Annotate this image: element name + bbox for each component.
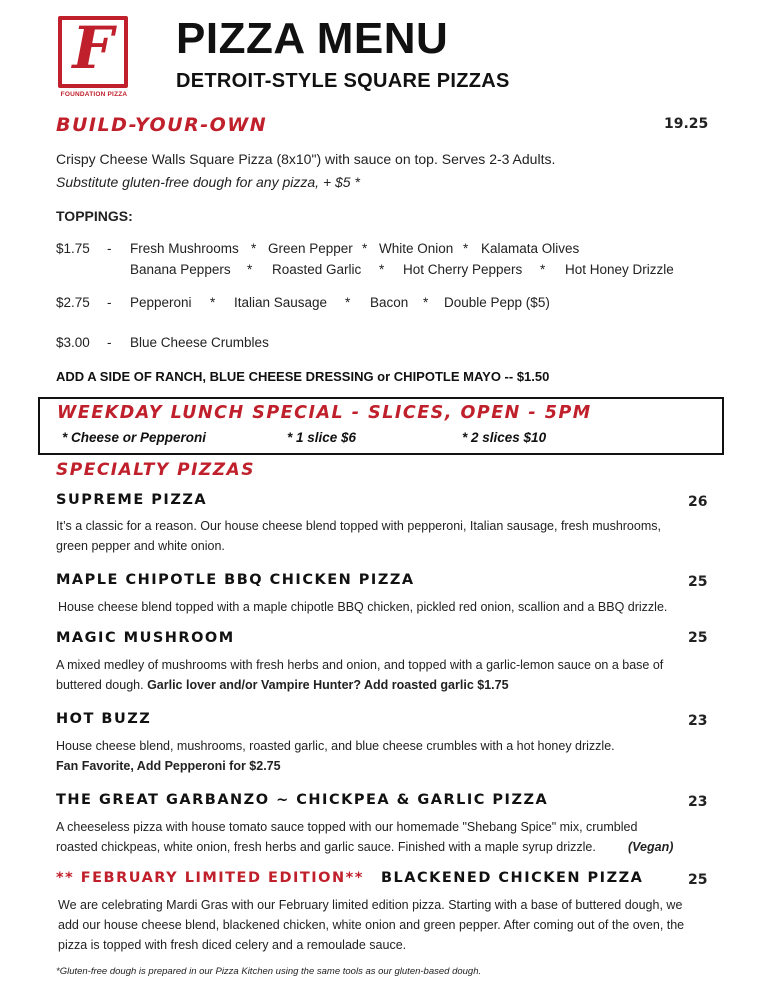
byo-price: 19.25: [664, 116, 709, 132]
tier3-dash: -: [107, 335, 112, 350]
topping-separator: *: [379, 262, 385, 277]
gluten-footnote: *Gluten-free dough is prepared in our Pizza Kitchen using the same tools as our gluten-based dough.: [56, 966, 482, 977]
menu-item-price: 23: [688, 794, 708, 810]
menu-item-description-line: [56, 675, 706, 695]
topping-item: Bacon: [370, 295, 409, 310]
menu-item-description: add our house cheese blend, blackened chicken, white onion and green pepper. After coming out of the oven, the: [58, 918, 685, 932]
menu-item-description: buttered dough.: [56, 678, 144, 692]
toppings-label: TOPPINGS:: [56, 208, 133, 224]
menu-item-name: HOT BUZZ: [56, 711, 152, 727]
menu-item-description: We are celebrating Mardi Gras with our February limited edition pizza. Starting with a base of buttered dough, we: [58, 898, 683, 912]
topping-item: Kalamata Olives: [481, 241, 580, 256]
topping-separator: *: [251, 241, 257, 256]
topping-item: Double Pepp ($5): [444, 295, 550, 310]
specialty-heading: SPECIALTY PIZZAS: [56, 460, 255, 480]
topping-item: Hot Honey Drizzle: [565, 262, 674, 277]
lunch-option: * 2 slices $10: [462, 430, 547, 445]
page-subtitle: DETROIT-STYLE SQUARE PIZZAS: [176, 70, 510, 92]
lunch-option: * 1 slice $6: [287, 430, 357, 445]
logo-caption: FOUNDATION PIZZA: [60, 91, 128, 98]
menu-item-description: House cheese blend topped with a maple chipotle BBQ chicken, pickled red onion, scallion and a BBQ drizzle.: [58, 600, 668, 614]
vegan-tag: (Vegan): [628, 840, 674, 854]
topping-item: White Onion: [379, 241, 454, 256]
menu-item-price: 26: [688, 494, 708, 510]
menu-item-name: MAGIC MUSHROOM: [56, 630, 235, 646]
topping-item: Hot Cherry Peppers: [403, 262, 523, 277]
topping-item: Pepperoni: [130, 295, 192, 310]
menu-item-name: THE GREAT GARBANZO ~ CHICKPEA & GARLIC PIZZA: [56, 792, 549, 808]
menu-item-description: pizza is topped with fresh diced celery and a remoulade sauce.: [58, 938, 407, 952]
topping-separator: *: [247, 262, 253, 277]
topping-item: Italian Sausage: [234, 295, 328, 310]
menu-item-description: House cheese blend, mushrooms, roasted garlic, and blue cheese crumbles with a hot honey drizzle.: [56, 739, 615, 753]
menu-item-name: SUPREME PIZZA: [56, 492, 208, 508]
tier2-price: $2.75: [56, 295, 90, 310]
topping-separator: *: [210, 295, 216, 310]
topping-separator: *: [345, 295, 351, 310]
menu-item-price: 23: [688, 713, 708, 729]
lunch-option: * Cheese or Pepperoni: [62, 430, 207, 445]
menu-item-name: MAPLE CHIPOTLE BBQ CHICKEN PIZZA: [56, 572, 415, 588]
menu-item-price: 25: [688, 574, 708, 590]
topping-item: Blue Cheese Crumbles: [130, 335, 269, 350]
byo-description: Crispy Cheese Walls Square Pizza (8x10") with sauce on top. Serves 2-3 Adults.: [56, 151, 556, 167]
byo-heading: BUILD-YOUR-OWN: [56, 114, 268, 136]
menu-item-addon-note: Fan Favorite, Add Pepperoni for $2.75: [56, 759, 281, 773]
menu-item-description: green pepper and white onion.: [56, 539, 225, 553]
menu-item-name: BLACKENED CHICKEN PIZZA: [381, 870, 644, 886]
side-sauce-note: ADD A SIDE OF RANCH, BLUE CHEESE DRESSING or CHIPOTLE MAYO -- $1.50: [56, 369, 550, 384]
menu-item-description: roasted chickpeas, white onion, fresh herbs and garlic sauce. Finished with a maple syrup drizzle.: [56, 840, 596, 854]
topping-item: Fresh Mushrooms: [130, 241, 239, 256]
tier2-dash: -: [107, 295, 112, 310]
tier1-dash: -: [107, 241, 112, 256]
limited-edition-label: ** FEBRUARY LIMITED EDITION**: [56, 870, 364, 886]
topping-separator: *: [463, 241, 469, 256]
topping-separator: *: [540, 262, 546, 277]
tier3-price: $3.00: [56, 335, 90, 350]
logo: [58, 16, 128, 88]
topping-item: Banana Peppers: [130, 262, 231, 277]
menu-item-description: A mixed medley of mushrooms with fresh herbs and onion, and topped with a garlic-lemon sauce on a base of: [56, 658, 664, 672]
lunch-special-heading: WEEKDAY LUNCH SPECIAL - SLICES, OPEN - 5PM: [57, 403, 592, 423]
menu-item-addon-note: Garlic lover and/or Vampire Hunter? Add roasted garlic $1.75: [147, 678, 509, 692]
menu-item-description: A cheeseless pizza with house tomato sauce topped with our homemade "Shebang Spice" mix, crumbled: [56, 820, 638, 834]
topping-separator: *: [423, 295, 429, 310]
logo-letter: F: [72, 14, 114, 82]
menu-item-price: 25: [688, 872, 708, 888]
tier1-price: $1.75: [56, 241, 90, 256]
menu-item-description: It’s a classic for a reason. Our house cheese blend topped with pepperoni, Italian sausage, fresh mushrooms,: [56, 519, 661, 533]
byo-gluten-free: Substitute gluten-free dough for any pizza, + $5 *: [56, 174, 360, 190]
topping-item: Roasted Garlic: [272, 262, 362, 277]
menu-item-price: 25: [688, 630, 708, 646]
topping-separator: *: [362, 241, 368, 256]
topping-item: Green Pepper: [268, 241, 353, 256]
page-title: PIZZA MENU: [176, 14, 449, 63]
